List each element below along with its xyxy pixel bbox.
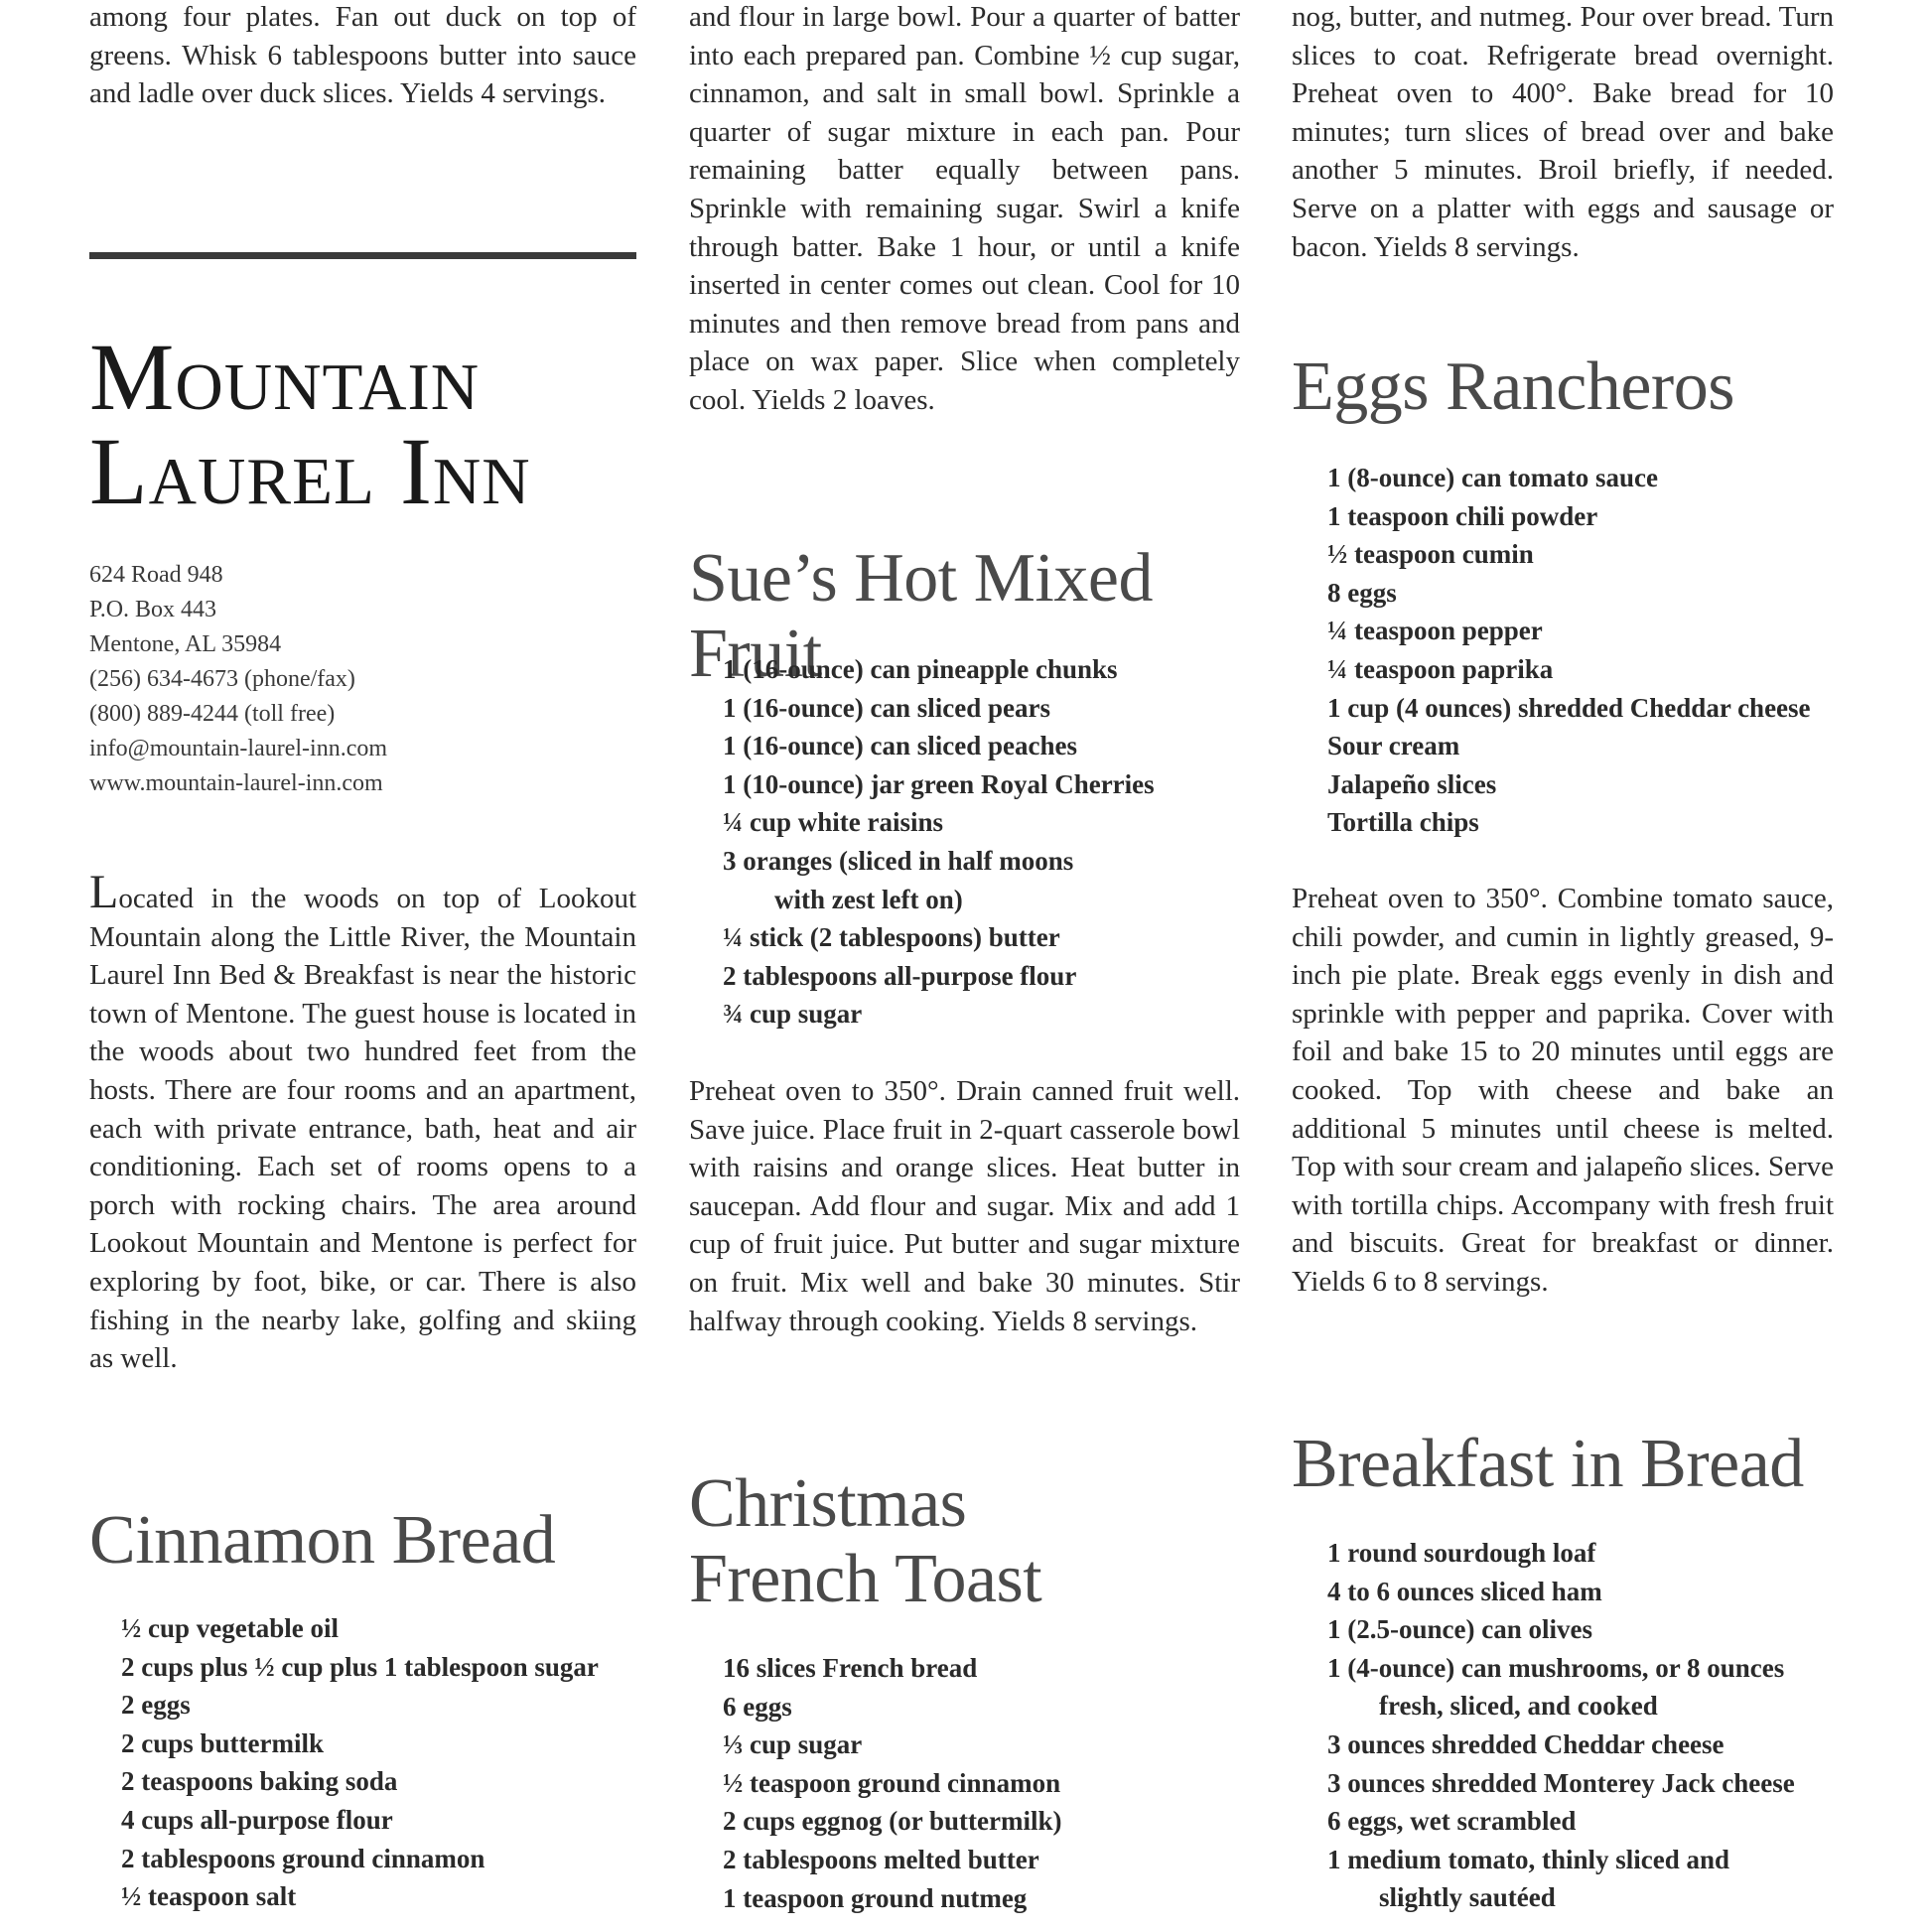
ingredient-item: 1 (8-ounce) can tomato sauce bbox=[1327, 463, 1658, 492]
ingredient-item: 2 tablespoons ground cinnamon bbox=[121, 1843, 485, 1873]
ingredient-item: ½ teaspoon cumin bbox=[1327, 539, 1534, 570]
ingredient-text: 1 (4-ounce) can mushrooms, or 8 ounces bbox=[1327, 1652, 1785, 1683]
ingredient-item: 16 slices French bread bbox=[723, 1653, 978, 1683]
ingredient-continuation: with zest left on) bbox=[774, 884, 963, 914]
description-text: ocated in the woods on top of Lookout Mountain along the Little River, the Mountain Laurel Inn Bed & Breakfast is near the historic town of Mentone. The guest house is located in the woods about two hundred feet from the hosts. There are four rooms and an apartment, each with private entrance, bath, heat and air conditioning. Each set of rooms opens to a porch with rocking chairs. The area around Lookout Mountain and Mentone is perfect for exploring by foot, bike, or car. There is also fishing in the nearby lake, golfing and skiing as well. bbox=[89, 883, 636, 1375]
ingredient-item: ¼ teaspoon pepper bbox=[1327, 616, 1543, 646]
address-toll-free: (800) 889-4244 (toll free) bbox=[89, 701, 336, 727]
ingredient-item: 3 ounces shredded Monterey Jack cheese bbox=[1327, 1767, 1795, 1798]
address-website-link[interactable]: www.mountain-laurel-inn.com bbox=[89, 770, 383, 796]
cinnamon-bread-ingredients bbox=[121, 1609, 647, 1916]
hot-mixed-fruit-ingredients bbox=[723, 650, 1249, 1034]
ingredient-item: ½ teaspoon ground cinnamon bbox=[723, 1767, 1061, 1798]
recipe-title-cinnamon-bread: Cinnamon Bread bbox=[89, 1502, 556, 1579]
ingredient-item: 1 (16-ounce) can sliced pears bbox=[723, 692, 1050, 723]
ingredient-text: 3 oranges (sliced in half moons bbox=[723, 845, 1074, 876]
ingredient-item bbox=[723, 842, 1249, 918]
ingredient-item: 4 to 6 ounces sliced ham bbox=[1327, 1576, 1602, 1606]
recipe-title-breakfast-in-bread: Breakfast in Bread bbox=[1292, 1426, 1804, 1502]
ingredient-item: Jalapeño slices bbox=[1327, 768, 1497, 799]
ingredient-item: 1 teaspoon chili powder bbox=[1327, 500, 1598, 531]
ingredient-item: Tortilla chips bbox=[1327, 807, 1479, 838]
ingredient-item bbox=[1327, 1649, 1883, 1725]
ingredient-item: 2 tablespoons melted butter bbox=[723, 1844, 1039, 1874]
french-toast-directions-continued: nog, butter, and nutmeg. Pour over bread. Turn slices to coat. Refrigerate bread overnight. Preheat oven to 400°. Bake bread for 10 minutes; turn slices of bread over and bake another 5 minutes. Broil briefly, if needed. Serve on a platter with eggs and sausage or bacon. Yields 8 servings. bbox=[1292, 1, 1834, 263]
ingredient-item: 2 eggs bbox=[121, 1690, 191, 1721]
french-toast-ingredients bbox=[723, 1649, 1249, 1917]
recipe-title-sues-hot-mixed-fruit: Sue’s Hot Mixed Fruit bbox=[689, 540, 1153, 692]
ingredient-item: 2 cups buttermilk bbox=[121, 1727, 325, 1758]
ingredient-item: 1 cup (4 ounces) shredded Cheddar cheese bbox=[1327, 692, 1811, 723]
address-city-state: Mentone, AL 35984 bbox=[89, 631, 282, 657]
description-dropcap: L bbox=[89, 866, 119, 918]
ingredient-item: 1 (16-ounce) can sliced peaches bbox=[723, 731, 1077, 761]
ingredient-continuation: fresh, sliced, and cooked bbox=[1379, 1691, 1658, 1722]
ingredient-item: 1 round sourdough loaf bbox=[1327, 1538, 1596, 1568]
address-phone-fax: (256) 634-4673 (phone/fax) bbox=[89, 666, 355, 692]
title-line1: Christmas bbox=[689, 1465, 967, 1542]
eggs-rancheros-directions: Preheat oven to 350°. Combine tomato sauce, chili powder, and cumin in lightly greased, 9-inch pie plate. Break eggs evenly in dish and sprinkle with pepper and paprika. Cover with foil and bake 15 to 20 minutes until eggs are cooked. Top with cheese and bake an additional 5 minutes until cheese is melted. Top with sour cream and jalapeño slices. Serve with tortilla chips. Accompany with fresh fruit and biscuits. Great for breakfast or dinner. Yields 6 to 8 servings. bbox=[1292, 883, 1834, 1298]
title-line2: French Toast bbox=[689, 1541, 1042, 1617]
ingredient-item: 2 cups plus ½ cup plus 1 tablespoon sugar bbox=[121, 1651, 599, 1682]
ingredient-item: 2 teaspoons baking soda bbox=[121, 1766, 398, 1797]
ingredient-item: 2 cups eggnog (or buttermilk) bbox=[723, 1806, 1062, 1837]
ingredient-item: 6 eggs bbox=[723, 1691, 792, 1722]
ingredient-item bbox=[1327, 1841, 1883, 1917]
ingredient-item: ½ teaspoon salt bbox=[121, 1881, 297, 1912]
ingredient-item: Sour cream bbox=[1327, 731, 1460, 761]
breakfast-in-bread-ingredients bbox=[1327, 1534, 1883, 1917]
address-email-link[interactable]: info@mountain-laurel-inn.com bbox=[89, 736, 388, 761]
ingredient-item: 1 (16-ounce) can pineapple chunks bbox=[723, 654, 1118, 684]
section-divider-rule bbox=[89, 252, 636, 259]
ingredient-item: 8 eggs bbox=[1327, 577, 1397, 608]
recipe-title-eggs-rancheros: Eggs Rancheros bbox=[1292, 348, 1734, 425]
eggs-rancheros-ingredients bbox=[1327, 459, 1863, 842]
ingredient-item: 6 eggs, wet scrambled bbox=[1327, 1806, 1577, 1837]
inn-name-line1: Mountain bbox=[89, 324, 481, 430]
ingredient-item: 3 ounces shredded Cheddar cheese bbox=[1327, 1728, 1725, 1759]
ingredient-item: ¼ stick (2 tablespoons) butter bbox=[723, 922, 1060, 953]
duck-recipe-continued-text: among four plates. Fan out duck on top of greens. Whisk 6 tablespoons butter into sauce and ladle over duck slices. Yields 4 servings. bbox=[89, 1, 636, 110]
inn-name-line2: Laurel Inn bbox=[89, 418, 531, 524]
ingredient-text: 1 medium tomato, thinly sliced and bbox=[1327, 1844, 1730, 1874]
recipe-title-christmas-french-toast bbox=[689, 1466, 1240, 1617]
ingredient-item: 2 tablespoons all-purpose flour bbox=[723, 960, 1077, 991]
ingredient-item: 4 cups all-purpose flour bbox=[121, 1804, 393, 1835]
ingredient-item: ¼ teaspoon paprika bbox=[1327, 653, 1554, 684]
ingredient-item: ⅓ cup sugar bbox=[723, 1729, 863, 1760]
ingredient-item: ¾ cup sugar bbox=[723, 999, 863, 1030]
address-street: 624 Road 948 bbox=[89, 562, 223, 588]
hot-mixed-fruit-directions: Preheat oven to 350°. Drain canned fruit well. Save juice. Place fruit in 2-quart casserole bowl with raisins and orange slices. Heat butter in saucepan. Add flour and sugar. Mix and add 1 cup of fruit juice. Put butter and sugar mixture on fruit. Mix well and bake 30 minutes. Stir halfway through cooking. Yields 8 servings. bbox=[689, 1075, 1240, 1337]
inn-description bbox=[89, 866, 636, 1378]
ingredient-item: ¼ cup white raisins bbox=[723, 807, 944, 838]
ingredient-item: ½ cup vegetable oil bbox=[121, 1613, 339, 1643]
inn-address-block bbox=[89, 558, 636, 801]
ingredient-item: 1 (10-ounce) jar green Royal Cherries bbox=[723, 768, 1155, 799]
ingredient-continuation: slightly sautéed bbox=[1379, 1882, 1556, 1913]
ingredient-item: 1 teaspoon ground nutmeg bbox=[723, 1882, 1028, 1913]
address-po-box: P.O. Box 443 bbox=[89, 597, 217, 622]
inn-name-heading bbox=[89, 324, 636, 524]
cinnamon-bread-directions-continued: and flour in large bowl. Pour a quarter of batter into each prepared pan. Combine ½ cup sugar, cinnamon, and salt in small bowl. Sprinkle a quarter of sugar mixture in each pan. Pour remaining batter equally between pans. Sprinkle with remaining sugar. Swirl a knife through batter. Bake 1 hour, or until a knife inserted in center comes out clean. Cool for 10 minutes and then remove bread from pans and place on wax paper. Slice when completely cool. Yields 2 loaves. bbox=[689, 1, 1240, 416]
ingredient-item: 1 (2.5-ounce) can olives bbox=[1327, 1614, 1592, 1645]
